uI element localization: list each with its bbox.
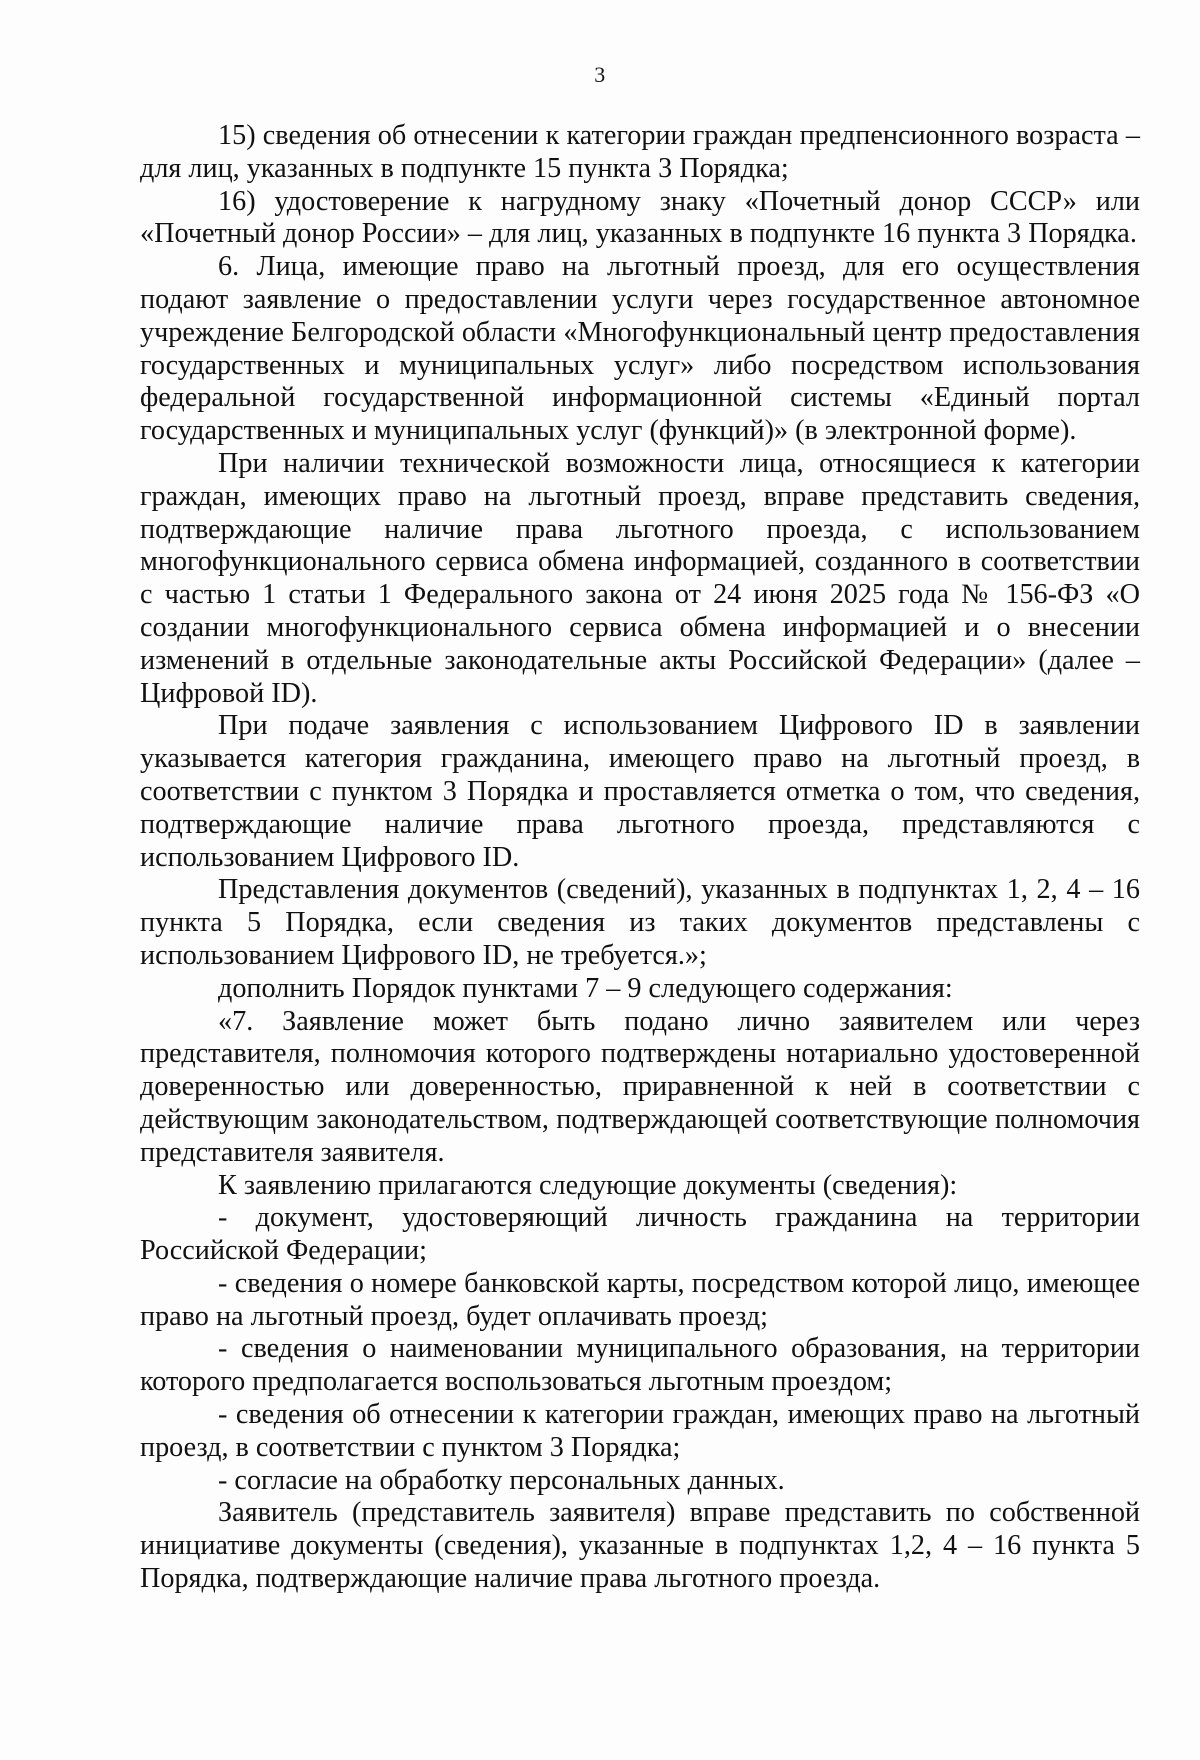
page-number: 3 [594,62,606,87]
paragraph-documents-not-required: Представления документов (сведений), указанных в подпунктах 1, 2, 4 – 16 пункта 5 Порядка, если сведения из таких документов представлены с использованием Цифрового ID, не требуется.»; [140,874,1140,971]
paragraph-point-6: 6. Лица, имеющие право на льготный проезд, для его осуществления подают заявление о предоставлении услуги через государственное автономное учреждение Белгородской области «Многофункциональный центр предоставления государственных и муниципальных услуг» либо посредством использования федеральной государственной информационной системы «Единый портал государственных и муниципальных услуг (функций)» (в электронной форме). [140,251,1140,447]
paragraph-technical-possibility: При наличии технической возможности лица, относящиеся к категории граждан, имеющих право на льготный проезд, вправе представить сведения, подтверждающие наличие права льготного проезда, с использованием многофункционального сервиса обмена информацией, созданного в соответствии с частью 1 статьи 1 Федерального закона от 24 июня 2025 года № 156-ФЗ «О создании многофункционального сервиса обмена информацией и о внесении изменений в отдельные законодательные акты Российской Федерации» (далее – Цифровой ID). [140,447,1140,709]
document-body [140,120,1140,1596]
list-item-municipality: - сведения о наименовании муниципального образования, на территории которого предполагается воспользоваться льготным проездом; [140,1333,1140,1398]
paragraph-attached-documents: К заявлению прилагаются следующие документы (сведения): [218,1169,958,1201]
list-item-category: - сведения об отнесении к категории граждан, имеющих право на льготный проезд, в соответствии с пунктом 3 Порядка; [140,1399,1140,1463]
list-item-identity-document: - документ, удостоверяющий личность гражданина на территории Российской Федерации; [140,1202,1140,1267]
paragraph-digital-id-application: При подаче заявления с использованием Цифрового ID в заявлении указывается категория гражданина, имеющего право на льготный проезд, в соответствии с пунктом 3 Порядка и проставляется отметка о том, что сведения, подтверждающие наличие права льготного проезда, представляются с использованием Цифрового ID. [140,710,1140,873]
list-item-bank-card: - сведения о номере банковской карты, посредством которой лицо, имеющее право на льготный проезд, будет оплачивать проезд; [140,1267,1140,1332]
paragraph-supplement-order: дополнить Порядок пунктами 7 – 9 следующего содержания: [218,972,953,1004]
paragraph-point-7: «7. Заявление может быть подано лично заявителем или через представителя, полномочия которого подтверждены нотариально удостоверенной доверенностью или доверенностью, приравненной к ней в соответствии с действующим законодательством, подтверждающей соответствующие полномочия представителя заявителя. [140,1005,1140,1168]
paragraph-applicant-initiative: Заявитель (представитель заявителя) вправе представить по собственной инициативе документы (сведения), указанные в подпунктах 1,2, 4 – 16 пункта 5 Порядка, подтверждающие наличие права льготного проезда. [140,1497,1140,1595]
list-item-consent: - согласие на обработку персональных данных. [218,1464,785,1496]
paragraph-item-16: 16) удостоверение к нагрудному знаку «Почетный донор СССР» или «Почетный донор России» – для лиц, указанных в подпункте 16 пункта 3 Порядка. [140,185,1140,250]
paragraph-item-15: 15) сведения об отнесении к категории граждан предпенсионного возраста – для лиц, указанных в подпункте 15 пункта 3 Порядка; [140,120,1140,184]
